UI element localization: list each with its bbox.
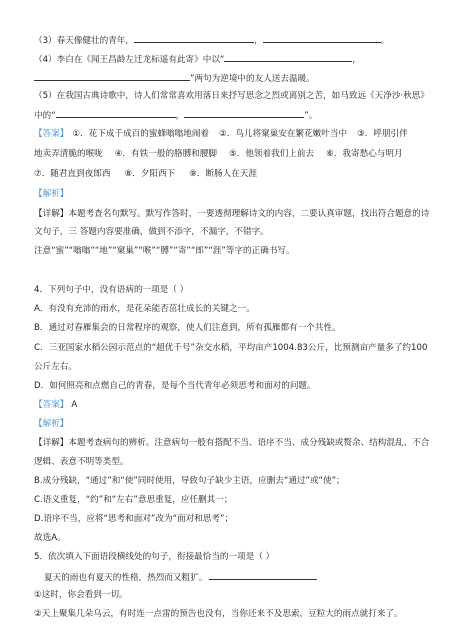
q4-detail-line2: 逻辑、表意不明等类型。 xyxy=(34,457,129,467)
q3-answer-1: ①．花下成千成百的蜜蜂嗡嗡地闹着 xyxy=(72,129,210,139)
q3-item5-line1: （5）在我国古典诗歌中，诗人们常常喜欢用落日来抒写思念之烈或离别之苦，如马致远《天净沙·秋思》 xyxy=(34,91,429,101)
q3-item3-prefix: （3）春天像健壮的青年， xyxy=(34,36,134,46)
q3-item4-blank-2 xyxy=(34,71,190,81)
q3-answer-8: ⑧．夕阳西下 xyxy=(124,169,176,179)
q3-answer-6: ⑥．我寄愁心与明月 xyxy=(326,149,403,159)
q3-answer-3: ③．呼朋引伴 xyxy=(357,129,408,139)
q4-answer: A xyxy=(71,400,78,410)
q3-item3 xyxy=(34,33,439,47)
q4-analysis-tag: 【解析】 xyxy=(34,419,69,429)
q3-item4-prefix: （4）李白在《闻王昌龄左迁龙标遥有此寄》中以“ xyxy=(34,55,225,65)
q4-option-d: D．如何照亮和点燃自己的青春，是每个当代青年必须思考和面对的问题。 xyxy=(34,381,316,391)
q3-analysis-tag: 【解析】 xyxy=(34,189,69,199)
q3-answer-line3 xyxy=(34,168,439,180)
q3-item5-line2 xyxy=(34,108,439,122)
q3-detail-line2: 文句子，三 答题内容要准确，做到不添字，不漏字，不错字。 xyxy=(34,227,269,237)
q4-option-c-line1: C．三亚国家水稻公园示范点的“超优千号”杂交水稻，平均亩产1004.83公斤，比预测亩产量多了约100 xyxy=(34,343,428,353)
q4-detail-b: B.成分残缺，“通过”和“使”同时使用，导致句子缺少主语，应删去“通过”或“使”； xyxy=(34,476,345,486)
q4-detail-line1: 【详解】本题考查病句的辨析。注意病句一般有搭配不当、语序不当、成分残缺或赘余、结构混乱、不合 xyxy=(34,438,430,448)
q3-item3-end: 。 xyxy=(380,36,390,46)
q5-sentence-2: ②天上聚集几朵乌云，有时连一点雷的预告也没有，当你还来不及思索，豆粒大的雨点就打来了。 xyxy=(34,609,403,619)
q3-item5-end: ”。 xyxy=(304,111,318,121)
q3-item5-prefix: 中的“ xyxy=(34,111,56,121)
q3-answer-line1 xyxy=(34,128,439,140)
q3-item3-blank-2 xyxy=(263,33,381,43)
q3-item4-blank-1 xyxy=(224,52,352,62)
q3-answer-line2 xyxy=(34,148,439,160)
q5-passage-blank xyxy=(209,570,317,580)
q3-answer-9: ⑨．断肠人在天涯 xyxy=(189,169,258,179)
q3-answer-3b: 地卖弄清脆的喉咙 xyxy=(34,149,103,159)
q4-detail-c: C.语义重复，“约”和“左右”意思重复，应任删其一； xyxy=(34,495,233,505)
q4-detail-end: 故选A。 xyxy=(34,533,66,543)
q4-option-b: B．通过对春雁集会的日常程序的观察，使人们注意到，所有孤雁都有一个共性。 xyxy=(34,323,341,333)
q3-detail-line1: 【详解】本题考查名句默写。默写作答时，一要透彻理解诗文的内容，二要认真审题，找出符合题意的诗 xyxy=(34,209,430,219)
q4-option-a: A．有没有充沛的雨水，是花朵能否茁壮成长的关键之一。 xyxy=(34,304,255,314)
q3-item4-end: ， xyxy=(352,55,361,65)
q3-item3-blank-1 xyxy=(134,33,254,43)
q5-passage xyxy=(44,570,439,584)
q3-answer-4: ④．有铁一般的胳膊和腰脚 xyxy=(114,149,218,159)
q3-answer-5: ⑤．他领着我们上前去 xyxy=(229,149,315,159)
q3-item5-blank-1 xyxy=(56,108,176,118)
q3-answer-2: ②．鸟儿将窠巢安在繁花嫩叶当中 xyxy=(219,129,348,139)
q3-item5-sep: ， xyxy=(175,111,185,121)
q4-stem: 4．下列句子中，没有语病的一项是（ ） xyxy=(34,285,189,295)
q5-sentence-1: ①这时，你会看到一切。 xyxy=(34,590,128,600)
q3-item4-line2 xyxy=(34,71,439,85)
q4-answer-line xyxy=(34,399,439,411)
q5-passage-text: 夏天的雨也有夏天的性格，热烈而又粗犷。 xyxy=(44,573,208,583)
q4-option-c-line2: 公斤左右。 xyxy=(34,362,77,372)
q3-answer-7: ⑦．随君直到夜郎西 xyxy=(34,169,111,179)
q3-answer-tag: 【答案】 xyxy=(34,129,69,139)
q4-detail-d: D.语序不当，应将“思考和面对”改为“面对和思考”； xyxy=(34,514,234,524)
q3-item4 xyxy=(34,52,439,66)
q3-detail-line3: 注意“蜜”“嗡嗡”“地”“窠巢”“喉”“膊”“寄”“郎”“涯”等字的正确书写。 xyxy=(34,246,295,256)
q4-answer-tag: 【答案】 xyxy=(34,400,69,410)
q3-item3-sep: ， xyxy=(254,36,263,46)
q3-item5-blank-2 xyxy=(184,108,304,118)
q5-stem: 5．依次填入下面语段横线处的句子，衔接最恰当的一项是（ ） xyxy=(34,552,275,562)
q3-item4-line2-end: ”两句为逆境中的友人送去温暖。 xyxy=(190,74,315,84)
